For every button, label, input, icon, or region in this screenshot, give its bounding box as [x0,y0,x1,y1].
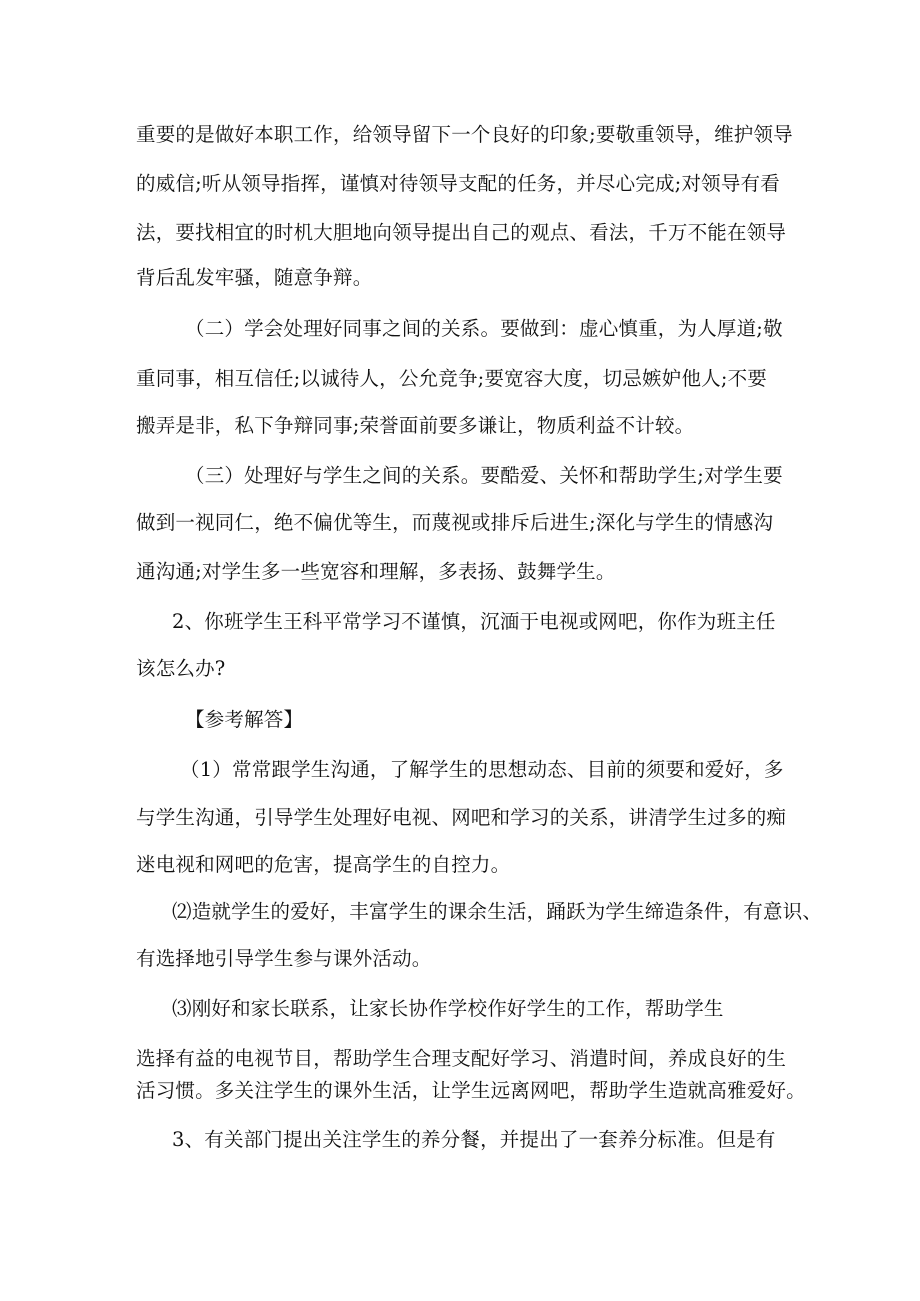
section-two-line-3: 搬弄是非，私下争辩同事;荣誉面前要多谦让，物质利益不计较。 [136,414,695,437]
paragraph-line-1: 重要的是做好本职工作，给领导留下一个良好的印象;要敬重领导，维护领导 [136,123,793,146]
section-three-line-1: （三）处理好与学生之间的关系。要酷爱、关怀和帮助学生;对学生要 [185,464,783,487]
paragraph-line-3: 法，要找相宜的时机大胆地向领导提出自己的观点、看法，千万不能在领导 [136,221,787,244]
answer-1-line-2: 与学生沟通，引导学生处理好电视、网吧和学习的关系，讲清学生过多的痴 [136,806,787,829]
section-two-line-2: 重同事，相互信任;以诚待人，公允竞争;要宽容大度，切忌嫉妒他人;不要 [136,367,768,390]
answer-3-line-1: ⑶刚好和家长联系，让家长协作学校作好学生的工作，帮助学生 [172,997,724,1020]
answer-2-line-1: ⑵造就学生的爱好，丰富学生的课余生活，踊跃为学生缔造条件，有意识、 [172,900,823,923]
section-three-line-3: 通沟通;对学生多一些宽容和理解，多表扬、鼓舞学生。 [136,560,616,583]
paragraph-line-4: 背后乱发牢骚，随意争辩。 [136,266,373,289]
reference-answer-heading: 【参考解答】 [185,708,304,731]
question-2-line-1: 2、你班学生王科平常学习不谨慎，沉湎于电视或网吧，你作为班主任 [172,610,776,633]
question-2-line-2: 该怎么办? [136,657,226,680]
paragraph-line-2: 的威信;听从领导指挥，谨慎对待领导支配的任务，并尽心完成;对领导有看 [136,172,780,195]
answer-2-line-2: 有选择地引导学生参与课外活动。 [136,947,432,970]
answer-3-line-3: 活习惯。多关注学生的课外生活，让学生远离网吧，帮助学生造就高雅爱好。 [136,1079,806,1102]
section-two-line-1: （二）学会处理好同事之间的关系。要做到：虚心慎重，为人厚道;敬 [185,317,783,340]
answer-1-line-3: 迷电视和网吧的危害，提高学生的自控力。 [136,853,511,876]
answer-1-line-1: （1）常常跟学生沟通，了解学生的思想动态、目前的须要和爱好，多 [180,758,784,781]
answer-3-line-2: 选择有益的电视节目，帮助学生合理支配好学习、消遣时间，养成良好的生 [136,1047,787,1070]
section-three-line-2: 做到一视同仁，绝不偏优等生，而蔑视或排斥后进生;深化与学生的情感沟 [136,511,774,534]
question-3-line-1: 3、有关部门提出关注学生的养分餐，并提出了一套养分标准。但是有 [172,1128,776,1151]
